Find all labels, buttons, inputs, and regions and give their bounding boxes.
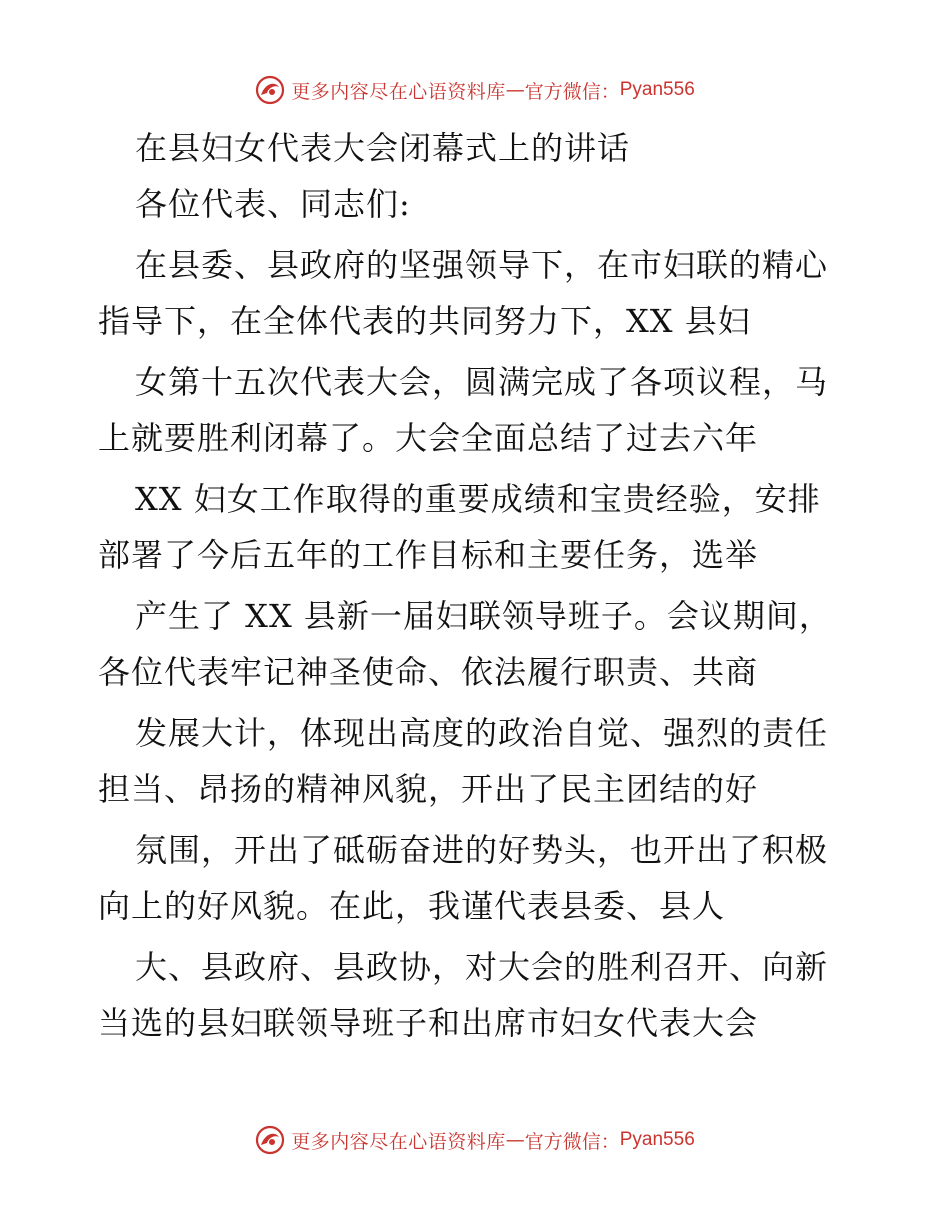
body-line: 大、县政府、县政协，对大会的胜利召开、向新: [135, 948, 829, 986]
watermark-wechat-label: 官方微信：: [524, 80, 620, 103]
watermark-wechat-label: 官方微信：: [524, 1130, 620, 1153]
body-line: 向上的好风貌。在此，我谨代表县委、县人: [98, 887, 726, 925]
body-line: 上就要胜利闭幕了。大会全面总结了过去六年: [98, 419, 759, 457]
header-watermark-banner: [0, 70, 950, 110]
body-line: 产生了 XX 县新一届妇联领导班子。会议期间，: [135, 597, 832, 635]
watermark-site-text: 更多内容尽在心语资料库: [291, 80, 506, 103]
watermark-site-text: 更多内容尽在心语资料库: [291, 1130, 506, 1153]
salutation-line: 各位代表、同志们:: [135, 185, 411, 223]
watermark-wechat-id: Pyan556: [619, 1129, 695, 1150]
body-line: 部署了今后五年的工作目标和主要任务，选举: [98, 536, 759, 574]
body-line: 当选的县妇联领导班子和出席市妇女代表大会: [98, 1004, 759, 1042]
body-line: 指导下，在全体代表的共同努力下，XX 县妇: [98, 302, 751, 340]
swirl-logo-icon: [255, 75, 285, 105]
body-line: 女第十五次代表大会，圆满完成了各项议程，马: [135, 363, 829, 401]
body-line: 氛围，开出了砥砺奋进的好势头，也开出了积极: [135, 831, 829, 869]
watermark-dash: —: [505, 79, 525, 101]
body-line: 各位代表牢记神圣使命、依法履行职责、共商: [98, 653, 759, 691]
swirl-logo-icon: [255, 1125, 285, 1155]
body-line: 担当、昂扬的精神风貌，开出了民主团结的好: [98, 770, 759, 808]
watermark-dash: —: [505, 1129, 525, 1151]
watermark-wechat-id: Pyan556: [619, 79, 695, 100]
body-line: XX 妇女工作取得的重要成绩和宝贵经验，安排: [135, 480, 821, 518]
body-line: 在县委、县政府的坚强领导下，在市妇联的精心: [135, 246, 829, 284]
document-title: 在县妇女代表大会闭幕式上的讲话: [135, 129, 631, 167]
body-line: 发展大计，体现出高度的政治自觉、强烈的责任: [135, 714, 829, 752]
footer-watermark-banner: [0, 1120, 950, 1160]
